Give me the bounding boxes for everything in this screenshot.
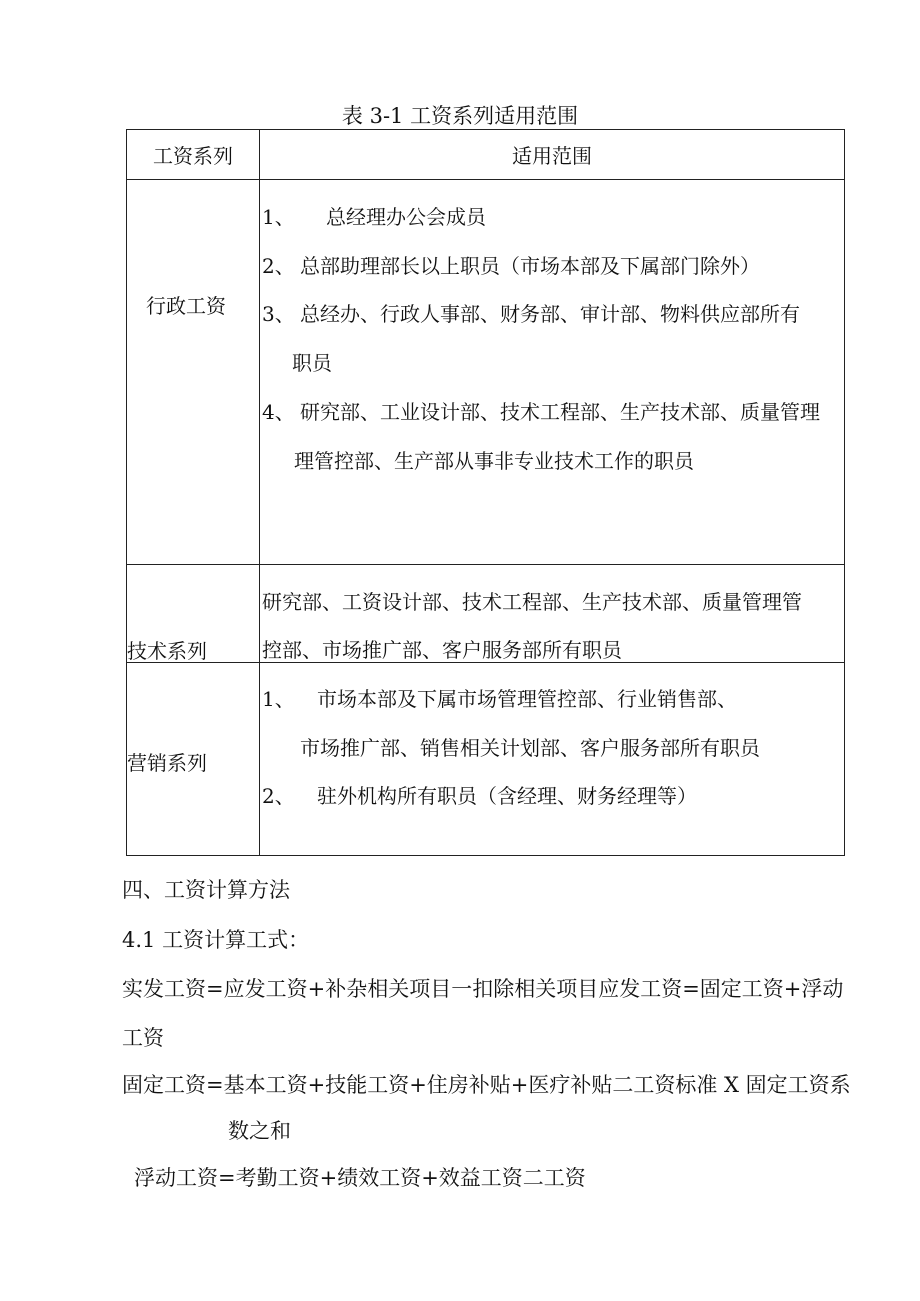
admin-item-1-num: 1、	[262, 205, 295, 229]
formula-actual-pay: 实发工资=应发工资+补杂相关项目一扣除相关项目应发工资=固定工资+浮动	[122, 977, 844, 1001]
admin-item-3-text: 总经办、行政人事部、财务部、审计部、物料供应部所有	[300, 302, 800, 326]
formula-float-pay: 浮动工资=考勤工资+绩效工资+效益工资二工资	[134, 1166, 586, 1190]
sales-item-2-text: 驻外机构所有职员（含经理、财务经理等）	[317, 784, 697, 808]
table-caption: 表 3-1 工资系列适用范围	[341, 104, 579, 128]
header-scope: 适用范围	[260, 130, 845, 180]
table-row-tech	[127, 565, 845, 663]
admin-item-2-num: 2、	[262, 254, 295, 278]
admin-item-4-text: 研究部、工业设计部、技术工程部、生产技术部、质量管理	[300, 400, 820, 424]
series-sales: 营销系列	[127, 751, 207, 775]
sales-item-2-num: 2、	[262, 784, 295, 808]
table-header-row	[127, 130, 845, 180]
table-row-admin	[127, 180, 845, 565]
sales-item-1-num: 1、	[262, 687, 295, 711]
section-heading: 四、工资计算方法	[122, 878, 290, 902]
sales-item-1-cont: 市场推广部、销售相关计划部、客户服务部所有职员	[300, 736, 760, 760]
tech-text-line-1: 研究部、工资设计部、技术工程部、生产技术部、质量管理管	[262, 590, 802, 614]
admin-item-2-text: 总部助理部长以上职员（市场本部及下属部门除外）	[300, 254, 760, 278]
admin-item-3-cont: 职员	[292, 351, 332, 375]
admin-item-3-num: 3、	[262, 302, 295, 326]
tech-text-line-2: 控部、市场推广部、客户服务部所有职员	[262, 638, 622, 662]
admin-item-1-text: 总经理办公会成员	[326, 205, 486, 229]
salary-scope-table	[126, 129, 845, 856]
formula-fixed-pay: 固定工资=基本工资+技能工资+住房补贴+医疗补贴二工资标准 X 固定工资系	[122, 1073, 851, 1097]
table-row-sales	[127, 663, 845, 856]
admin-item-4-num: 4、	[262, 400, 295, 424]
series-tech: 技术系列	[127, 639, 207, 663]
admin-item-4-cont: 理管控部、生产部从事非专业技术工作的职员	[294, 449, 694, 473]
subsection-heading: 4.1 工资计算工式：	[122, 928, 310, 952]
sales-item-1-text: 市场本部及下属市场管理管控部、行业销售部、	[317, 687, 737, 711]
header-series: 工资系列	[127, 130, 260, 180]
series-admin: 行政工资	[146, 294, 226, 318]
formula-fixed-pay-cont: 数之和	[228, 1119, 291, 1143]
formula-actual-pay-cont: 工资	[122, 1026, 164, 1050]
